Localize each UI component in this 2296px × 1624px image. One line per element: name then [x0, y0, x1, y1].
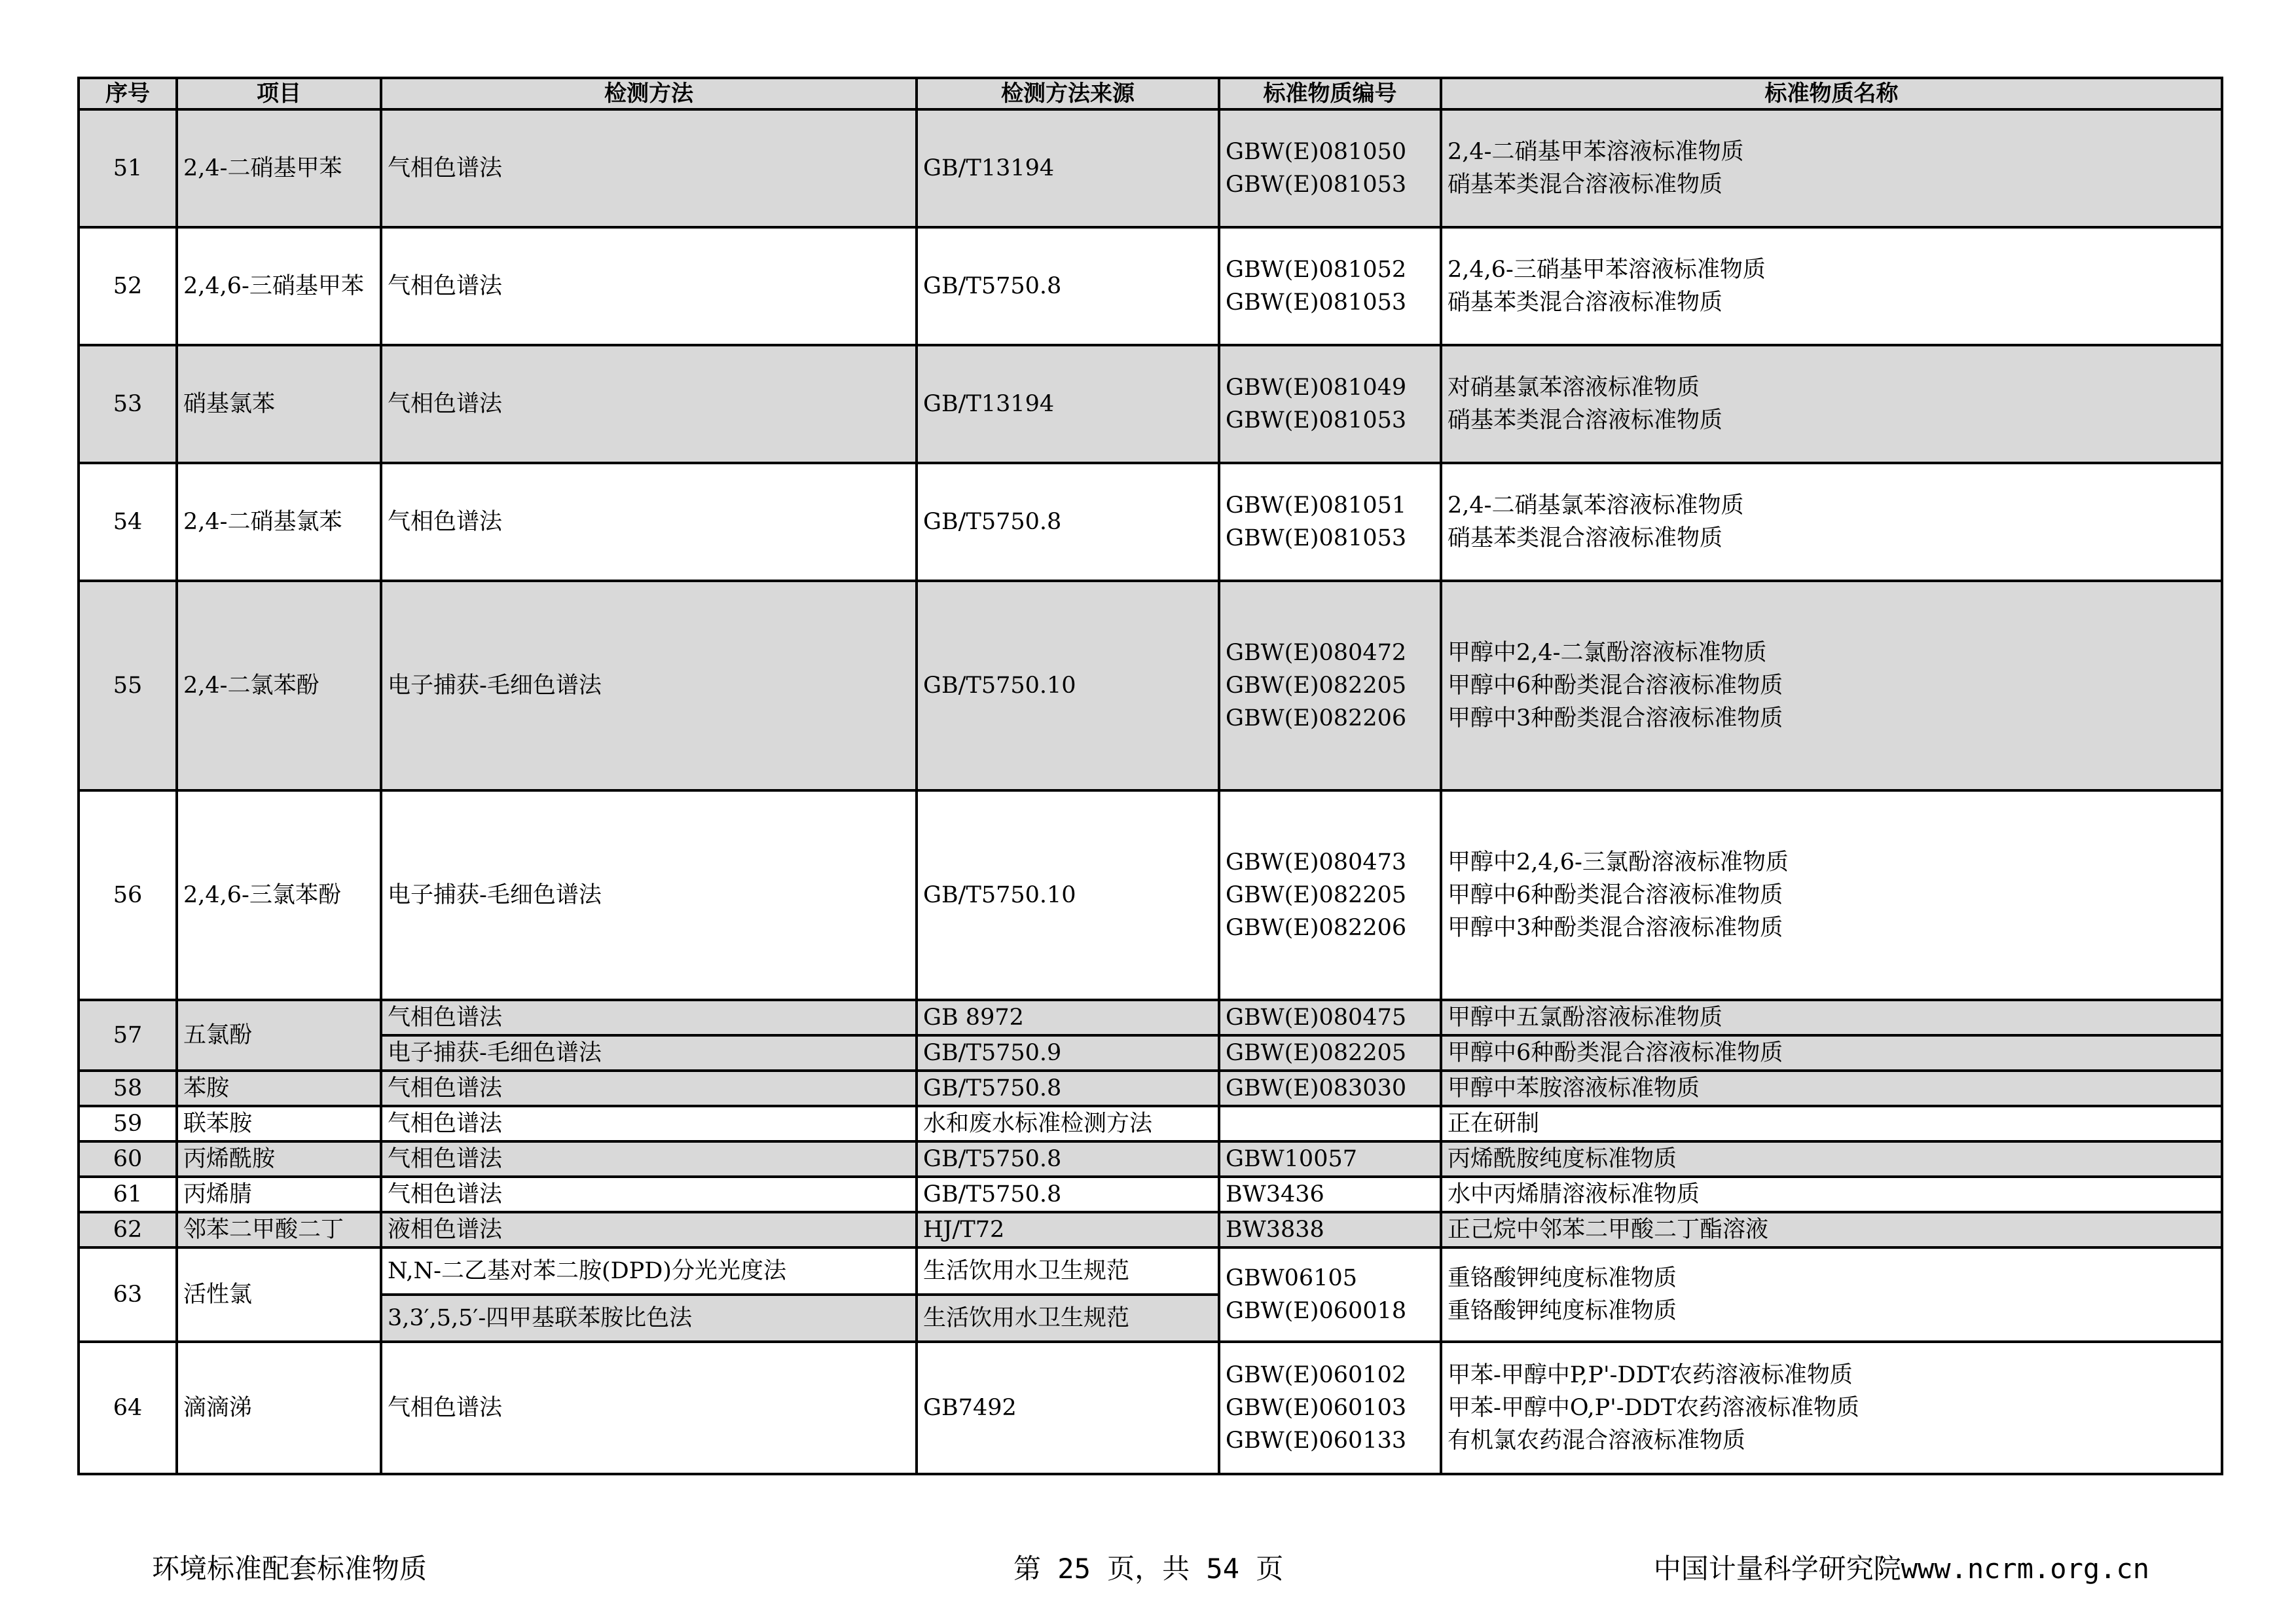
row-codes: [1219, 463, 1441, 581]
table-row: [79, 1035, 2222, 1071]
row-name: 正在研制: [1441, 1106, 2222, 1141]
row-names: [1441, 790, 2222, 1000]
row-codes: [1219, 109, 1441, 227]
name-line: 硝基苯类混合溶液标准物质: [1448, 289, 1723, 316]
header-item: 项目: [177, 78, 381, 109]
table-row: [79, 109, 2222, 227]
row-method: 气相色谱法: [381, 1000, 917, 1035]
table-row: [79, 1247, 2222, 1295]
footer-institution: 中国计量科学研究院www.ncrm.org.cn: [1653, 1553, 2149, 1585]
row-names: [1441, 1342, 2222, 1474]
row-names: [1441, 463, 2222, 581]
row-name: 水中丙烯腈溶液标准物质: [1441, 1177, 2222, 1212]
row-names: [1441, 109, 2222, 227]
name-line: 2,4-二硝基氯苯溶液标准物质: [1448, 492, 1744, 519]
row-source: GB/T13194: [917, 109, 1219, 227]
code-line: GBW(E)081052: [1226, 257, 1407, 283]
row-method: 气相色谱法: [381, 345, 917, 463]
name-line: 2,4,6-三硝基甲苯溶液标准物质: [1448, 257, 1766, 283]
code-line: GBW(E)080473: [1226, 849, 1407, 876]
row-method: 电子捕获-毛细色谱法: [381, 1035, 917, 1071]
row-name: 甲醇中6种酚类混合溶液标准物质: [1441, 1035, 2222, 1071]
row-no: 52: [79, 227, 177, 345]
code-line: GBW(E)081051: [1226, 492, 1407, 519]
table-row: [79, 581, 2222, 790]
code-line: GBW(E)081053: [1226, 172, 1407, 198]
row-no: 56: [79, 790, 177, 1000]
row-code: GBW10057: [1219, 1141, 1441, 1177]
row-item: 苯胺: [177, 1071, 381, 1106]
row-item: 2,4-二硝基氯苯: [177, 463, 381, 581]
header-name: 标准物质名称: [1441, 78, 2222, 109]
name-line: 甲醇中2,4-二氯酚溶液标准物质: [1448, 640, 1767, 666]
row-method: 气相色谱法: [381, 1177, 917, 1212]
name-line: 对硝基氯苯溶液标准物质: [1448, 375, 1700, 401]
row-method: 气相色谱法: [381, 227, 917, 345]
table-row: [79, 227, 2222, 345]
row-item: 2,4-二硝基甲苯: [177, 109, 381, 227]
row-source: GB/T5750.8: [917, 227, 1219, 345]
row-name: 正己烷中邻苯二甲酸二丁酯溶液: [1441, 1212, 2222, 1247]
table-row: [79, 1071, 2222, 1106]
code-line: GBW(E)081049: [1226, 375, 1407, 401]
name-line: 甲醇中6种酚类混合溶液标准物质: [1448, 673, 1783, 699]
row-source: 生活饮用水卫生规范: [917, 1295, 1219, 1342]
row-source: HJ/T72: [917, 1212, 1219, 1247]
row-method: 气相色谱法: [381, 1342, 917, 1474]
row-no: 53: [79, 345, 177, 463]
row-method: 气相色谱法: [381, 109, 917, 227]
row-names: [1441, 345, 2222, 463]
row-method: 电子捕获-毛细色谱法: [381, 790, 917, 1000]
code-line: GBW(E)082205: [1226, 673, 1407, 699]
row-no: 59: [79, 1106, 177, 1141]
row-no: 64: [79, 1342, 177, 1474]
row-source: GB/T5750.8: [917, 1177, 1219, 1212]
table-row: [79, 345, 2222, 463]
name-line: 有机氯农药混合溶液标准物质: [1448, 1428, 1746, 1454]
name-line: 甲醇中3种酚类混合溶液标准物质: [1448, 915, 1783, 941]
row-code: BW3838: [1219, 1212, 1441, 1247]
row-no: 57: [79, 1000, 177, 1071]
table-row: [79, 1177, 2222, 1212]
code-line: GBW(E)060018: [1226, 1298, 1407, 1324]
footer-page-number: 第 25 页，共 54 页: [1013, 1553, 1284, 1585]
row-item: 活性氯: [177, 1247, 381, 1342]
name-line: 重铬酸钾纯度标准物质: [1448, 1265, 1677, 1291]
row-name: 甲醇中苯胺溶液标准物质: [1441, 1071, 2222, 1106]
name-line: 甲醇中2,4,6-三氯酚溶液标准物质: [1448, 849, 1789, 876]
row-item: 邻苯二甲酸二丁: [177, 1212, 381, 1247]
row-item: 2,4,6-三硝基甲苯: [177, 227, 381, 345]
row-codes: [1219, 1247, 1441, 1342]
row-item: 2,4,6-三氯苯酚: [177, 790, 381, 1000]
code-line: GBW(E)082205: [1226, 882, 1407, 908]
row-item: 丙烯酰胺: [177, 1141, 381, 1177]
code-line: GBW06105: [1226, 1265, 1357, 1291]
name-line: 2,4-二硝基甲苯溶液标准物质: [1448, 139, 1744, 165]
row-source: GB/T5750.10: [917, 581, 1219, 790]
row-code: GBW(E)080475: [1219, 1000, 1441, 1035]
header-source: 检测方法来源: [917, 78, 1219, 109]
code-line: GBW(E)060102: [1226, 1362, 1407, 1388]
name-line: 重铬酸钾纯度标准物质: [1448, 1298, 1677, 1324]
row-names: [1441, 1247, 2222, 1342]
row-no: 60: [79, 1141, 177, 1177]
code-line: GBW(E)081053: [1226, 407, 1407, 434]
header-method: 检测方法: [381, 78, 917, 109]
row-item: 五氯酚: [177, 1000, 381, 1071]
header-code: 标准物质编号: [1219, 78, 1441, 109]
table-header-row: [79, 78, 2222, 109]
row-item: 联苯胺: [177, 1106, 381, 1141]
row-no: 58: [79, 1071, 177, 1106]
row-source: GB/T5750.8: [917, 1141, 1219, 1177]
row-names: [1441, 227, 2222, 345]
footer-document-title: 环境标准配套标准物质: [152, 1553, 428, 1585]
name-line: 硝基苯类混合溶液标准物质: [1448, 407, 1723, 434]
row-source: GB 8972: [917, 1000, 1219, 1035]
row-no: 63: [79, 1247, 177, 1342]
code-line: GBW(E)081053: [1226, 525, 1407, 551]
row-method: 电子捕获-毛细色谱法: [381, 581, 917, 790]
name-line: 甲醇中6种酚类混合溶液标准物质: [1448, 882, 1783, 908]
row-no: 55: [79, 581, 177, 790]
table-row: [79, 1212, 2222, 1247]
code-line: GBW(E)060133: [1226, 1428, 1407, 1454]
table-row: [79, 1342, 2222, 1474]
row-source: GB/T5750.9: [917, 1035, 1219, 1071]
table-row: [79, 1141, 2222, 1177]
table-row: [79, 1106, 2222, 1141]
row-no: 61: [79, 1177, 177, 1212]
row-names: [1441, 581, 2222, 790]
row-item: 2,4-二氯苯酚: [177, 581, 381, 790]
row-method: 气相色谱法: [381, 1106, 917, 1141]
table-row: [79, 790, 2222, 1000]
row-code: GBW(E)082205: [1219, 1035, 1441, 1071]
row-method: 气相色谱法: [381, 1071, 917, 1106]
table-row: [79, 463, 2222, 581]
row-source: GB/T5750.8: [917, 1071, 1219, 1106]
row-codes: [1219, 1342, 1441, 1474]
row-method: 3,3′,5,5′-四甲基联苯胺比色法: [381, 1295, 917, 1342]
row-source: GB7492: [917, 1342, 1219, 1474]
row-code: [1219, 1106, 1441, 1141]
row-method: 液相色谱法: [381, 1212, 917, 1247]
table-row: [79, 1000, 2222, 1035]
code-line: GBW(E)081053: [1226, 289, 1407, 316]
name-line: 硝基苯类混合溶液标准物质: [1448, 172, 1723, 198]
row-no: 51: [79, 109, 177, 227]
row-item: 硝基氯苯: [177, 345, 381, 463]
code-line: GBW(E)060103: [1226, 1395, 1407, 1421]
row-no: 62: [79, 1212, 177, 1247]
row-method: 气相色谱法: [381, 463, 917, 581]
row-source: GB/T5750.10: [917, 790, 1219, 1000]
standards-table: [77, 77, 2223, 1475]
row-item: 丙烯腈: [177, 1177, 381, 1212]
row-item: 滴滴涕: [177, 1342, 381, 1474]
row-name: 丙烯酰胺纯度标准物质: [1441, 1141, 2222, 1177]
row-codes: [1219, 345, 1441, 463]
name-line: 甲苯-甲醇中O,P'-DDT农药溶液标准物质: [1448, 1395, 1860, 1421]
code-line: GBW(E)080472: [1226, 640, 1407, 666]
code-line: GBW(E)082206: [1226, 915, 1407, 941]
name-line: 甲醇中3种酚类混合溶液标准物质: [1448, 705, 1783, 731]
row-codes: [1219, 227, 1441, 345]
row-method: 气相色谱法: [381, 1141, 917, 1177]
row-code: GBW(E)083030: [1219, 1071, 1441, 1106]
row-code: BW3436: [1219, 1177, 1441, 1212]
name-line: 甲苯-甲醇中P,P'-DDT农药溶液标准物质: [1448, 1362, 1853, 1388]
row-codes: [1219, 581, 1441, 790]
code-line: GBW(E)082206: [1226, 705, 1407, 731]
row-name: 甲醇中五氯酚溶液标准物质: [1441, 1000, 2222, 1035]
row-no: 54: [79, 463, 177, 581]
row-source: 生活饮用水卫生规范: [917, 1247, 1219, 1295]
name-line: 硝基苯类混合溶液标准物质: [1448, 525, 1723, 551]
code-line: GBW(E)081050: [1226, 139, 1407, 165]
row-source: GB/T5750.8: [917, 463, 1219, 581]
row-source: 水和废水标准检测方法: [917, 1106, 1219, 1141]
header-no: 序号: [79, 78, 177, 109]
row-source: GB/T13194: [917, 345, 1219, 463]
row-method: N,N-二乙基对苯二胺(DPD)分光光度法: [381, 1247, 917, 1295]
row-codes: [1219, 790, 1441, 1000]
